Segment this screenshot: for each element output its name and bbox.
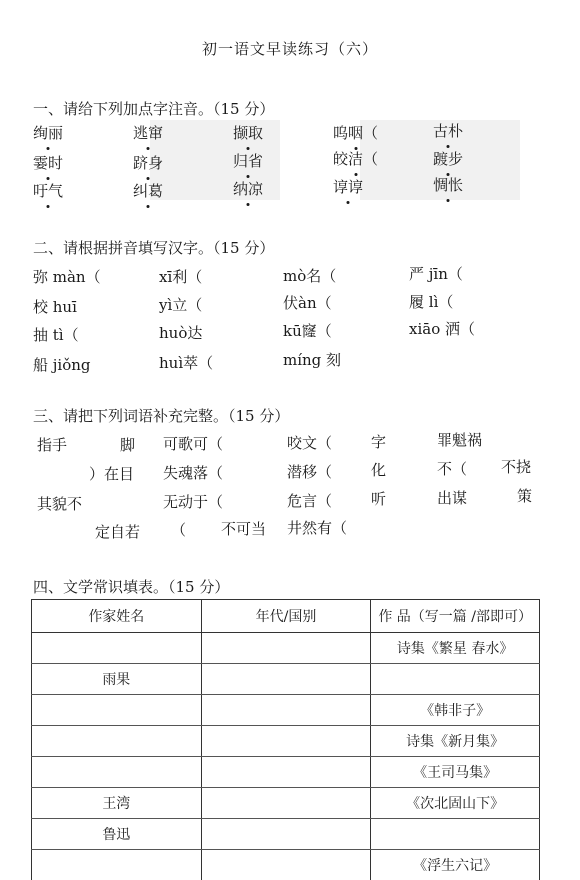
idiom-fragment: 咬文（	[287, 432, 332, 453]
idiom-fragment: ）在目	[89, 463, 134, 484]
work-cell[interactable]	[371, 664, 540, 695]
hanzi-item: míng 刻	[283, 349, 341, 370]
pinyin-item: 踱步	[433, 148, 463, 169]
pinyin-item: 吁气	[33, 180, 63, 201]
hanzi-item: 履 lì（	[409, 291, 453, 312]
era-cell[interactable]	[201, 788, 371, 819]
pinyin-item: 霎时	[33, 152, 63, 173]
author-cell[interactable]	[32, 726, 202, 757]
author-cell[interactable]: 雨果	[32, 664, 202, 695]
era-cell[interactable]	[201, 726, 371, 757]
author-cell[interactable]	[32, 850, 202, 880]
author-cell[interactable]: 王湾	[32, 788, 202, 819]
era-cell[interactable]	[201, 695, 371, 726]
hanzi-item: mò名（	[283, 265, 336, 286]
header-works: 作 品（写一篇 /部即可）	[371, 600, 540, 633]
literature-table	[31, 599, 540, 880]
table-row	[32, 788, 540, 819]
table-header-row	[32, 600, 540, 633]
table-row	[32, 757, 540, 788]
era-cell[interactable]	[201, 664, 371, 695]
work-cell[interactable]: 诗集《繁星 春水》	[371, 633, 540, 664]
author-cell[interactable]: 鲁迅	[32, 819, 202, 850]
table-row	[32, 695, 540, 726]
idiom-fragment: 化	[371, 459, 386, 480]
idiom-fragment: 策	[517, 485, 532, 506]
pinyin-item: 惆怅	[433, 174, 463, 195]
table-row	[32, 633, 540, 664]
page-title: 初一语文早读练习（六）	[0, 38, 580, 59]
hanzi-item: 伏àn（	[283, 292, 332, 313]
idiom-fragment: 不可当	[221, 518, 266, 539]
pinyin-item: 归省	[233, 150, 263, 171]
idiom-fragment: 不（	[437, 458, 467, 479]
section2-heading: 二、请根据拼音填写汉字。（15 分）	[33, 237, 274, 258]
pinyin-item: 跻身	[133, 152, 163, 173]
hanzi-item: 抽 tì（	[33, 324, 79, 345]
idiom-fragment: 潜移（	[287, 461, 332, 482]
idiom-fragment: 出谋	[437, 487, 467, 508]
hanzi-item: xī利（	[159, 266, 202, 287]
section4-heading: 四、文学常识填表。（15 分）	[33, 576, 229, 597]
hanzi-item: yì立（	[159, 294, 202, 315]
work-cell[interactable]: 《韩非子》	[371, 695, 540, 726]
idiom-fragment: 脚	[120, 434, 135, 455]
author-cell[interactable]	[32, 695, 202, 726]
idiom-fragment: 指手	[37, 434, 67, 455]
idiom-fragment: 定自若	[95, 521, 140, 542]
idiom-fragment: 失魂落（	[163, 462, 223, 483]
author-cell[interactable]	[32, 757, 202, 788]
hanzi-item: 船 jiǒng	[33, 354, 91, 375]
idiom-fragment: 可歌可（	[163, 433, 223, 454]
pinyin-item: 皎洁（	[333, 148, 378, 169]
hanzi-item: huò达	[159, 322, 202, 343]
hanzi-item: 严 jīn（	[409, 263, 463, 284]
pinyin-item: 谆谆	[333, 176, 363, 197]
table-row	[32, 850, 540, 880]
idiom-fragment: （	[171, 519, 186, 540]
hanzi-item: 弥 màn（	[33, 266, 101, 287]
section3-heading: 三、请把下列词语补充完整。（15 分）	[33, 405, 289, 426]
era-cell[interactable]	[201, 633, 371, 664]
pinyin-item: 纳凉	[233, 178, 263, 199]
era-cell[interactable]	[201, 850, 371, 880]
idiom-fragment: 井然有（	[287, 517, 347, 538]
pinyin-item: 呜咽（	[333, 122, 378, 143]
idiom-fragment: 字	[371, 431, 386, 452]
idiom-fragment: 无动于（	[163, 491, 223, 512]
pinyin-item: 绚丽	[33, 122, 63, 143]
work-cell[interactable]: 《次北固山下》	[371, 788, 540, 819]
idiom-fragment: 罪魁祸	[437, 429, 482, 450]
author-cell[interactable]	[32, 633, 202, 664]
table-row	[32, 819, 540, 850]
idiom-fragment: 听	[371, 488, 386, 509]
header-era: 年代/国别	[201, 600, 371, 633]
work-cell[interactable]: 《浮生六记》	[371, 850, 540, 880]
hanzi-item: xiāo 洒（	[409, 318, 475, 339]
era-cell[interactable]	[201, 819, 371, 850]
work-cell[interactable]: 诗集《新月集》	[371, 726, 540, 757]
work-cell[interactable]	[371, 819, 540, 850]
hanzi-item: huì萃（	[159, 352, 213, 373]
pinyin-item: 逃窜	[133, 122, 163, 143]
hanzi-item: kū窿（	[283, 320, 332, 341]
pinyin-item: 纠葛	[133, 180, 163, 201]
pinyin-item: 撷取	[233, 122, 263, 143]
section1-heading: 一、请给下列加点字注音。（15 分）	[33, 98, 274, 119]
pinyin-item: 古朴	[433, 120, 463, 141]
table-row	[32, 664, 540, 695]
idiom-fragment: 危言（	[287, 490, 332, 511]
era-cell[interactable]	[201, 757, 371, 788]
work-cell[interactable]: 《王司马集》	[371, 757, 540, 788]
table-row	[32, 726, 540, 757]
idiom-fragment: 其貌不	[37, 493, 82, 514]
header-author: 作家姓名	[32, 600, 202, 633]
hanzi-item: 校 huī	[33, 296, 77, 317]
idiom-fragment: 不挠	[501, 456, 531, 477]
